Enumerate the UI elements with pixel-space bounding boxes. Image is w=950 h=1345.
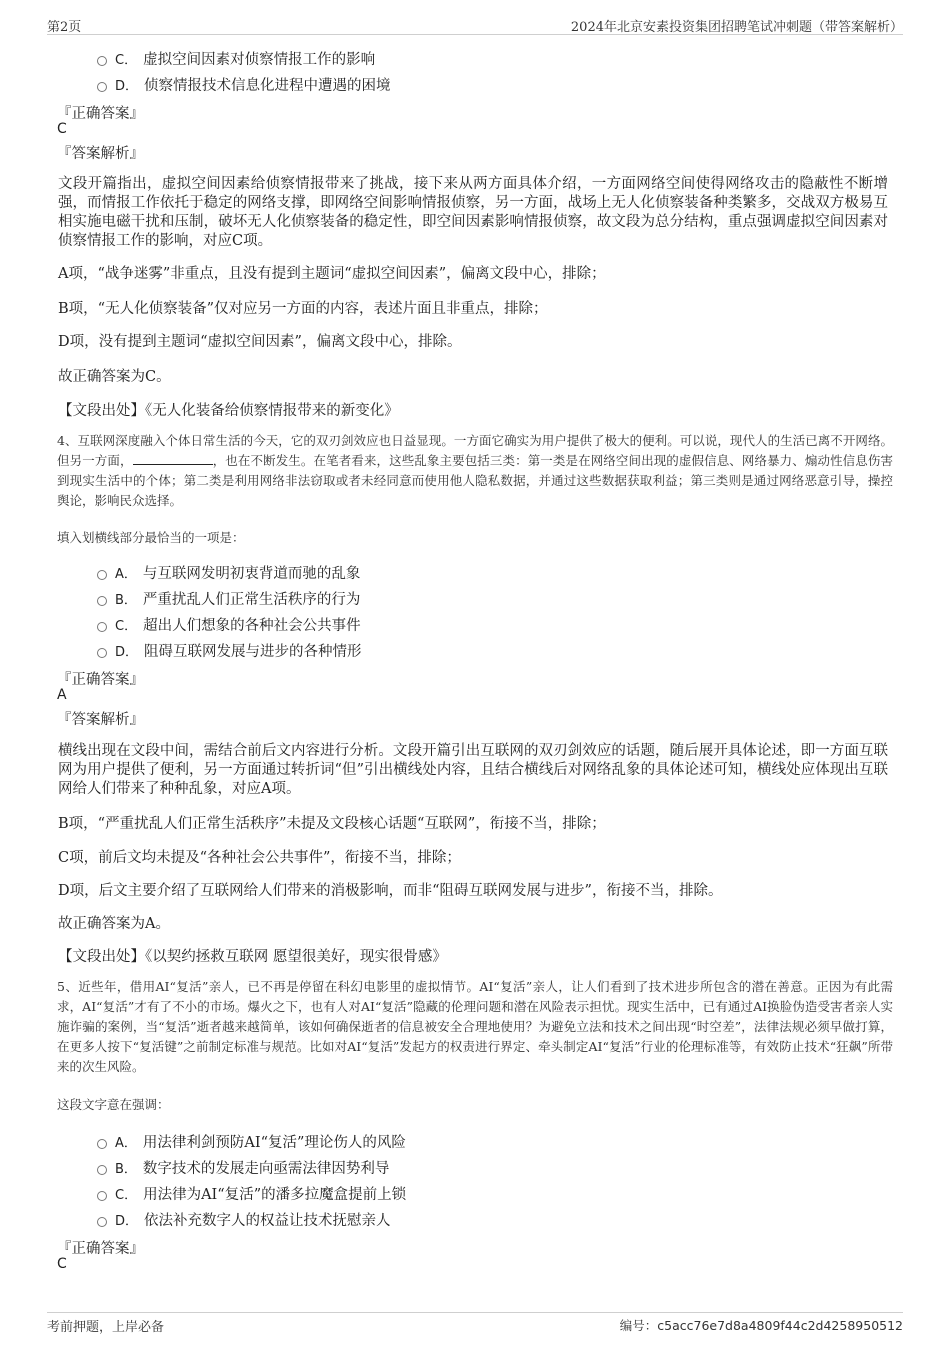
answer-value: A <box>57 687 67 703</box>
radio-icon[interactable] <box>97 1217 107 1227</box>
page-footer <box>47 1312 903 1335</box>
answer-label: 『正确答案』 <box>57 106 144 122</box>
q5-option-b[interactable]: B． 数字技术的发展走向亟需法律因势利导 <box>97 1157 389 1178</box>
radio-icon[interactable] <box>97 622 107 632</box>
analysis-paragraph: 文段开篇指出，虚拟空间因素给侦察情报带来了挑战，接下来从两方面具体介绍，一方面网络空间使得网络攻击的隐蔽性不断增强，而情报工作依托于稳定的网络支撑，即网络空间影响情报侦察，另一方面，战场上无人化侦察装备种类繁多，交战双方极易互相实施电磁干扰和压制，破坏无人化侦察装备的稳定性，即空间因素影响情报侦察，故文段为总分结构，重点强调虚拟空间因素对侦察情报工作的影响，对应C项。 <box>58 176 888 249</box>
analysis-line: D项，没有提到主题词“虚拟空间因素”，偏离文段中心，排除。 <box>58 334 462 350</box>
document-code: 编号：c5acc76e7d8a4809f44c2d4258950512 <box>619 1318 903 1333</box>
q4-option-b[interactable]: B． 严重扰乱人们正常生活秩序的行为 <box>97 588 360 609</box>
footer-slogan: 考前押题，上岸必备 <box>47 1320 165 1335</box>
radio-icon[interactable] <box>97 1191 107 1201</box>
source-citation: 【文段出处】《无人化装备给侦察情报带来的新变化》 <box>58 403 399 419</box>
q5-option-c[interactable]: C． 用法律为AI“复活”的潘多拉魔盒提前上锁 <box>97 1183 406 1204</box>
q4-option-c[interactable]: C． 超出人们想象的各种社会公共事件 <box>97 614 361 635</box>
analysis-conclusion: 故正确答案为A。 <box>58 916 170 932</box>
q3-option-d[interactable]: D． 侦察情报技术信息化进程中遭遇的困境 <box>97 74 391 95</box>
radio-icon[interactable] <box>97 82 107 92</box>
source-citation: 【文段出处】《以契约拯救互联网 愿望很美好，现实很骨感》 <box>58 949 447 965</box>
question-prompt: 这段文字意在强调： <box>57 1097 170 1112</box>
q5-option-d[interactable]: D． 依法补充数字人的权益让技术抚慰亲人 <box>97 1209 391 1230</box>
answer-label: 『正确答案』 <box>57 1241 144 1257</box>
answer-label: 『正确答案』 <box>57 672 144 688</box>
analysis-line: B项，“无人化侦察装备”仅对应另一方面的内容，表述片面且非重点，排除； <box>58 301 548 317</box>
q4-option-d[interactable]: D． 阻碍互联网发展与进步的各种情形 <box>97 640 362 661</box>
q3-option-c[interactable]: C． 虚拟空间因素对侦察情报工作的影响 <box>97 48 375 69</box>
fill-blank <box>133 452 213 465</box>
radio-icon[interactable] <box>97 648 107 658</box>
analysis-line: C项，前后文均未提及“各种社会公共事件”，衔接不当，排除； <box>58 850 461 866</box>
question-prompt: 填入划横线部分最恰当的一项是： <box>57 530 245 545</box>
question-stem: 5、近些年，借用AI“复活”亲人，已不再是停留在科幻电影里的虚拟情节。AI“复活”亲人，让人们看到了技术进步所包含的潜在善意。正因为有此需求，AI“复活”才有了不小的市场。爆火之下，也有人对AI“复活”隐藏的伦理问题和潜在风险表示担忧。现实生活中，已有通过AI换脸伪造受害者亲人实施诈骗的案例，当“复活”逝者越来越简单，该如何确保逝者的信息被安全合理地使用？为避免立法和技术之间出现“时空差”，法律法规必须早做打算，在更多人按下“复活键”之前制定标准与规范。比如对AI“复活”发起方的权责进行界定、牵头制定AI“复活”行业的伦理标准等，有效防止技术“狂飙”所带来的次生风险。 <box>57 979 893 1074</box>
answer-value: C <box>57 1256 67 1272</box>
radio-icon[interactable] <box>97 1139 107 1149</box>
analysis-line: A项，“战争迷雾”非重点，且没有提到主题词“虚拟空间因素”，偏离文段中心，排除； <box>58 266 606 282</box>
q5-option-a[interactable]: A． 用法律利剑预防AI“复活”理论伤人的风险 <box>97 1131 406 1152</box>
page-number: 第2页 <box>47 20 82 35</box>
document-title: 2024年北京安素投资集团招聘笔试冲刺题（带答案解析） <box>570 20 903 35</box>
answer-value: C <box>57 121 67 137</box>
question-stem: 4、互联网深度融入个体日常生活的今天，它的双刃剑效应也日益显现。一方面它确实为用户提供了极大的便利。可以说，现代人的生活已离不开网络。但另一方面， ，也在不断发生。在笔者看来，这些乱象主要包括三类：第一类是在网络空间出现的虚假信息、网络暴力、煽动性信息伤害到现实生活中的个体；第二类是利用网络非法窃取或者未经同意而使用他人隐私数据，并通过这些数据获取利益；第三类则是通过网络恶意引导，操控舆论，影响民众选择。 <box>57 433 893 508</box>
radio-icon[interactable] <box>97 570 107 580</box>
analysis-label: 『答案解析』 <box>57 712 144 728</box>
analysis-label: 『答案解析』 <box>57 146 144 162</box>
radio-icon[interactable] <box>97 596 107 606</box>
q4-option-a[interactable]: A． 与互联网发明初衷背道而驰的乱象 <box>97 562 360 583</box>
analysis-conclusion: 故正确答案为C。 <box>58 369 171 385</box>
analysis-line: D项，后文主要介绍了互联网给人们带来的消极影响，而非“阻碍互联网发展与进步”，衔接不当，排除。 <box>58 883 723 899</box>
analysis-line: B项，“严重扰乱人们正常生活秩序”未提及文段核心话题“互联网”，衔接不当，排除； <box>58 816 606 832</box>
radio-icon[interactable] <box>97 1165 107 1175</box>
radio-icon[interactable] <box>97 56 107 66</box>
analysis-paragraph: 横线出现在文段中间，需结合前后文内容进行分析。文段开篇引出互联网的双刃剑效应的话题，随后展开具体论述，即一方面互联网为用户提供了便利，另一方面通过转折词“但”引出横线处内容，且结合横线后对网络乱象的具体论述可知，横线处应体现出互联网给人们带来了种种乱象，对应A项。 <box>58 743 888 797</box>
page-header <box>47 14 903 35</box>
